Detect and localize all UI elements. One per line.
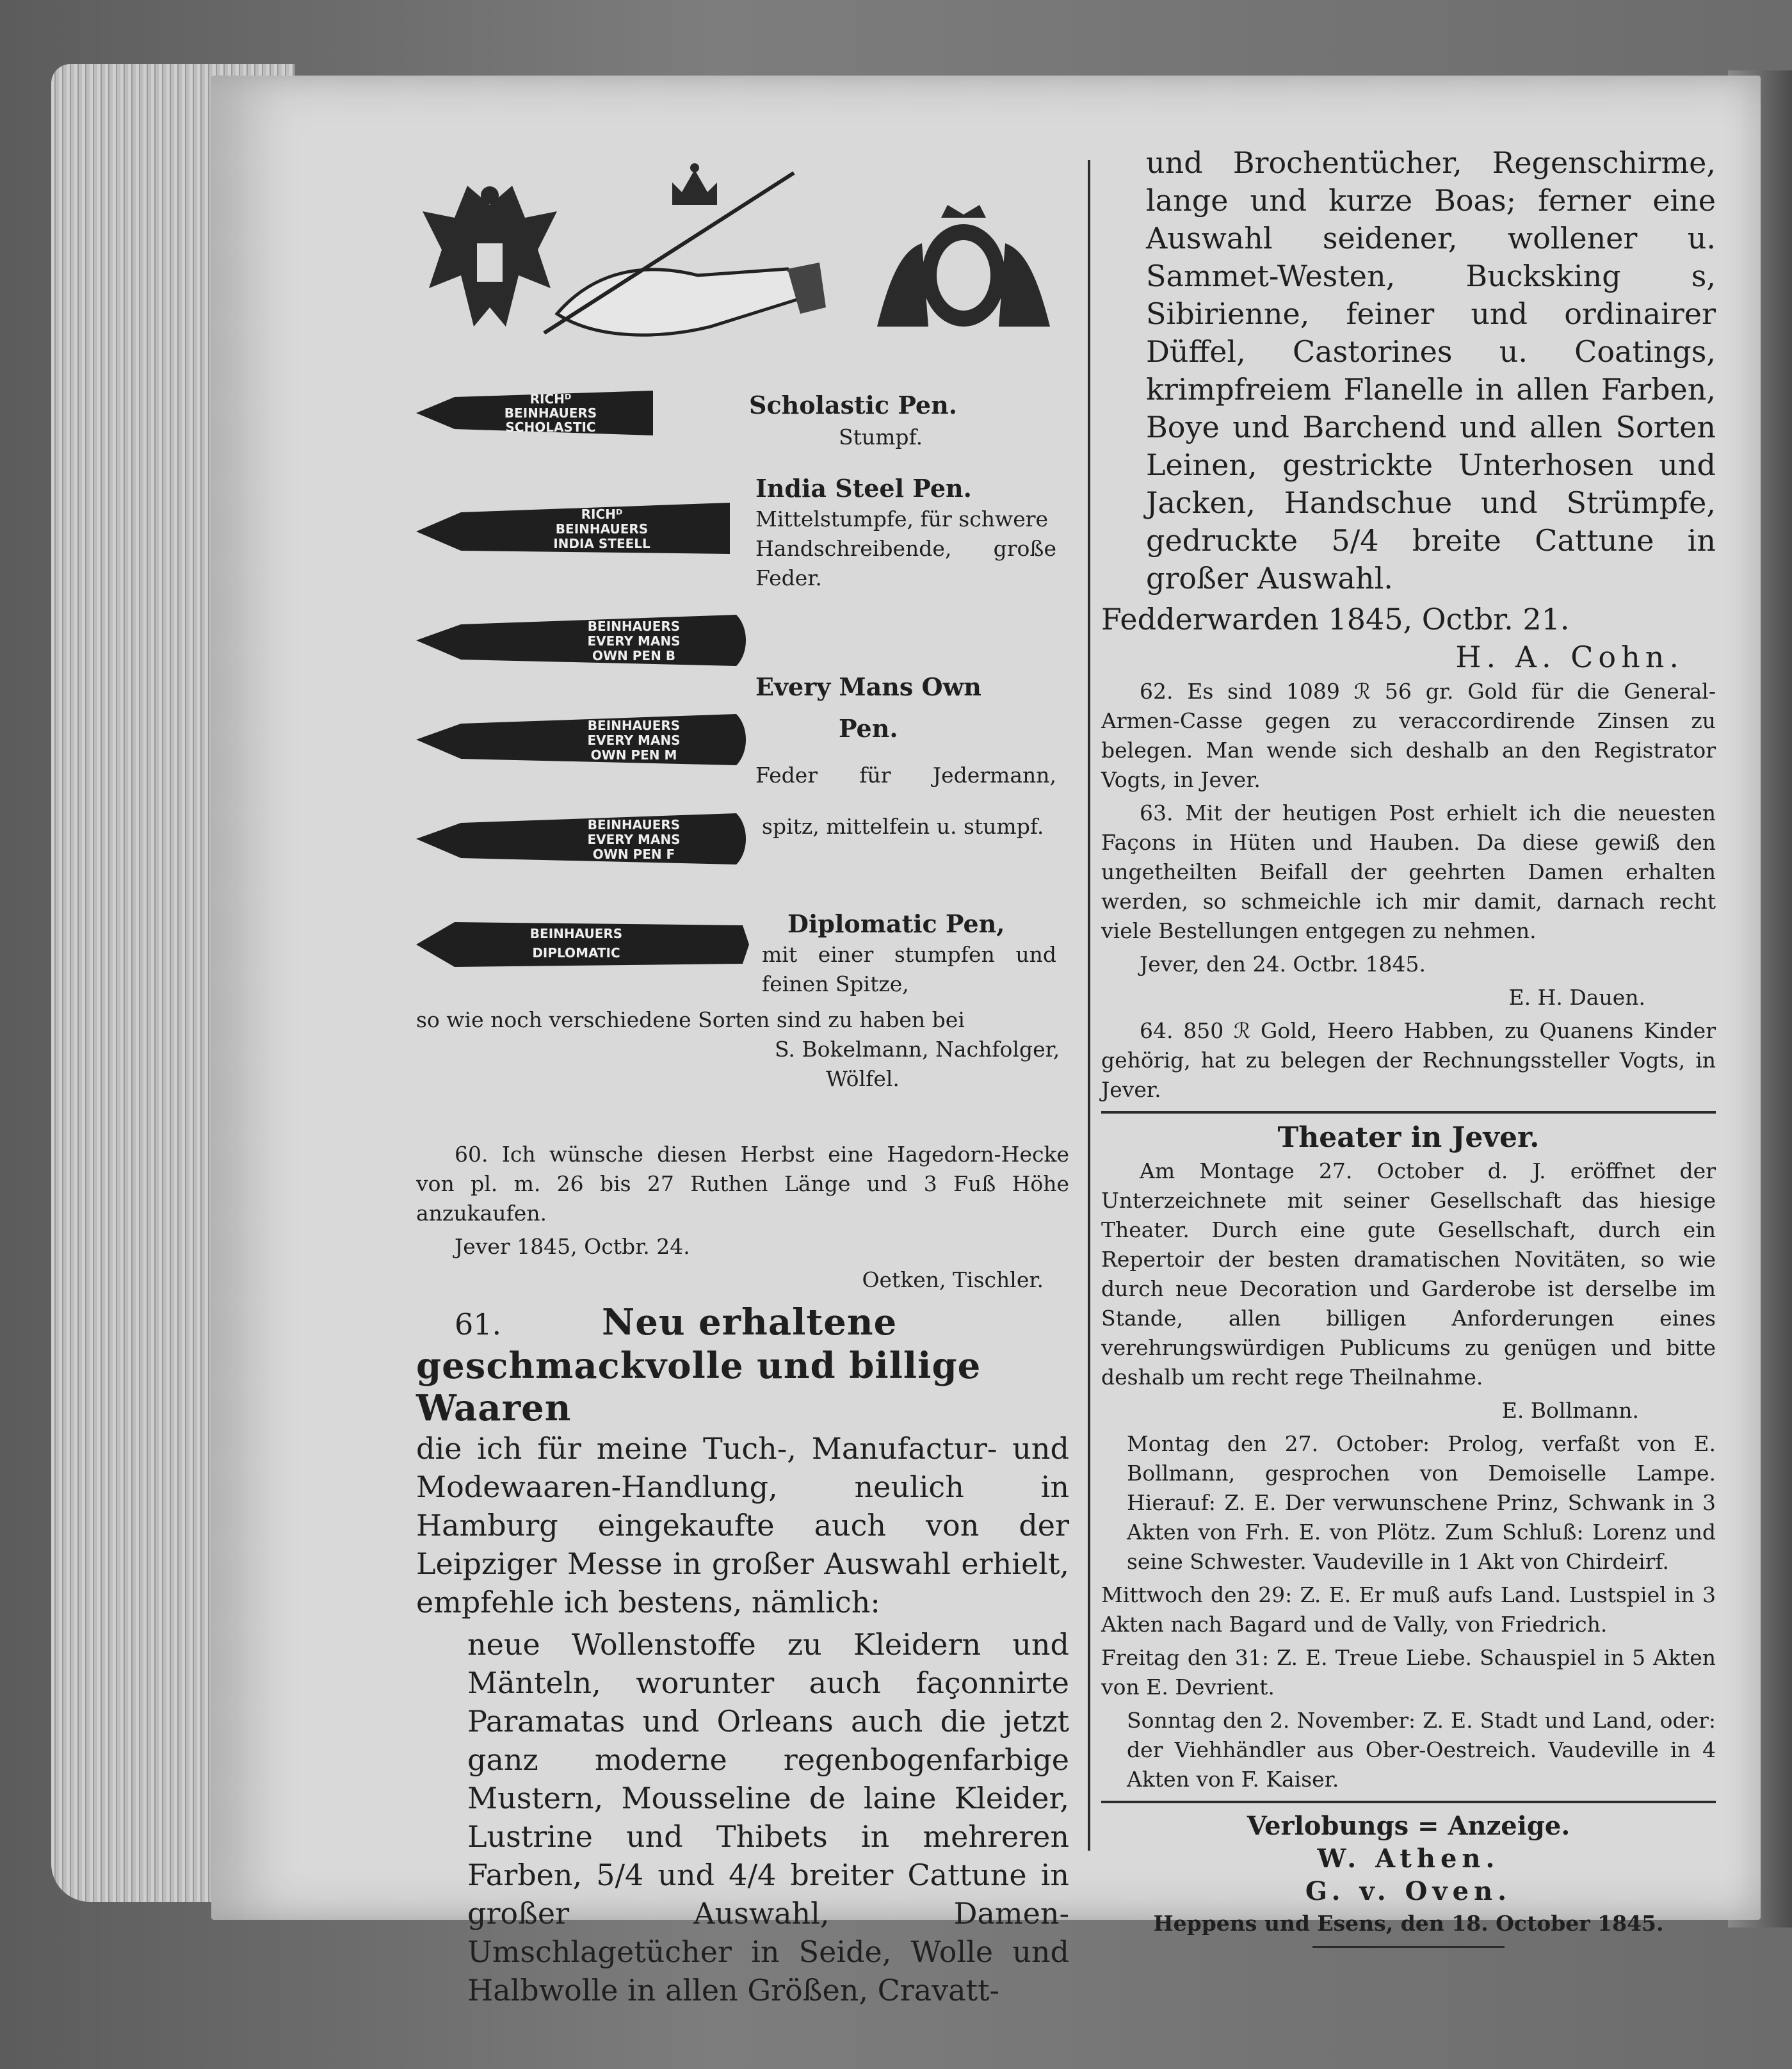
nib-label: EVERY MANS — [587, 733, 681, 748]
engagement-place-date: Heppens und Esens, den 18. October 1845. — [1153, 1911, 1664, 1936]
nib-label: BEINHAUERS — [529, 926, 623, 941]
ad-61-heading-row — [416, 1301, 1069, 1345]
pen-footer-seller: Wölfel. — [826, 1066, 900, 1091]
nib-label: BEINHAUERS — [587, 817, 681, 832]
nib-label: BEINHAUERS — [587, 619, 681, 634]
closing-rule — [1312, 1946, 1505, 1948]
theater-intro: Am Montage 27. October d. J. eröffnet der Unterzeichnete mit seiner Gesellschaft das hiesige Theater. Durch eine gute Gesellschaft, durch ein Repertoir der besten dramatischen Novitäten, so wie durch neue Decoration und Garderobe ist derselbe im Stande, allen billigen Anforderungen eines verehrungswürdigen Publicums zu genügen und bitte deshalb um recht rege Theilnahme. — [1101, 1158, 1716, 1390]
right-column — [1101, 144, 1716, 1948]
ad-61-continuation: und Brochentücher, Regenschirme, lange und kurze Boas; ferner eine Auswahl seidener, wollener u. Sammet-Westen, Bucksking s, Sibirienne, feiner und ordinairer Düffel, Castorines u. Coatings, krimpfreiem Flanelle in allen Farben, Boye und Barchend und allen Sorten Leinen, gestrickte Unterhosen und Jacken, Handschue und Strümpfe, gedruckte 5/4 breite Cattune in großer Auswahl. — [1146, 145, 1716, 596]
engagement-name: G. v. Oven. — [1305, 1876, 1512, 1906]
theater-program-item: Mittwoch den 29: Z. E. Er muß aufs Land. Lustspiel in 3 Akten nach Bagard und de Vally, von Friedrich. — [1101, 1582, 1716, 1637]
pen-desc: mit einer stumpfen und — [762, 942, 1056, 967]
section-rule — [1101, 1801, 1716, 1803]
pen-nib-image — [416, 708, 749, 772]
pen-footer-line: so wie noch verschiedene Sorten sind zu haben bei — [416, 1007, 965, 1032]
pen-nib-image — [416, 384, 659, 442]
ad-63-signature: E. H. Dauen. — [1508, 985, 1645, 1010]
ad-61-date: Fedderwarden 1845, Octbr. 21. — [1101, 602, 1570, 637]
engagement-name: W. Athen. — [1317, 1844, 1500, 1874]
nib-label: OWN PEN B — [592, 648, 676, 663]
pen-nib-image — [416, 608, 749, 672]
ad-62-text: 62. Es sind 1089 ℛ 56 gr. Gold für die General-Armen-Casse gegen zu veraccordirende Zinsen zu belegen. Man wende sich deshalb an den Registrator Vogts, in Jever. — [1101, 679, 1716, 792]
theater-program-item: Montag den 27. October: Prolog, verfaßt von E. Bollmann, gesprochen von Demoiselle Lampe. Hierauf: Z. E. Der verwunschene Prinz, Schwank in 3 Akten von Frh. E. von Plötz. Zum Schluß: Lorenz und seine Schwester. Vaudeville in 1 Akt von Chirdeirf. — [1127, 1431, 1716, 1574]
nib-label: EVERY MANS — [587, 832, 681, 847]
nib-label: BEINHAUERS — [587, 718, 681, 733]
ad-64-text: 64. 850 ℛ Gold, Heero Habben, zu Quanens Kinder gehörig, hat zu belegen der Rechnungssteller Vogts, in Jever. — [1101, 1018, 1716, 1102]
pen-footer-seller: S. Bokelmann, Nachfolger, — [775, 1037, 1060, 1062]
theater-program-item: Sonntag den 2. November: Z. E. Stadt und Land, oder: der Viehhändler aus Ober-Oestreich. Vaudeville in 4 Akten von F. Kaiser. — [1127, 1708, 1716, 1792]
ad-60-date: Jever 1845, Octbr. 24. — [455, 1234, 690, 1259]
pen-title: Pen. — [839, 714, 898, 743]
crown-icon — [666, 160, 723, 218]
pen-desc: Feder. — [755, 565, 822, 590]
nib-label: EVERY MANS — [587, 633, 681, 649]
nib-label: SCHOLASTIC — [505, 419, 596, 435]
ad-61-headline-2: geschmackvolle und billige Waaren — [416, 1345, 981, 1429]
left-column — [416, 160, 1069, 2013]
ad-63-text: 63. Mit der heutigen Post erhielt ich die neuesten Façons in Hüten und Hauben. Da diese gewiß den ungetheilten Beifall der geehrten Damen erhalten werden, so schmeichle ich mir damit, darnach recht viele Bestellungen entgegen zu nehmen. — [1101, 800, 1716, 943]
nib-label: INDIA STEELL — [553, 536, 650, 551]
theater-title: Theater in Jever. — [1277, 1121, 1540, 1154]
pen-desc: Stumpf. — [839, 425, 923, 450]
ad-61-goods-list: neue Wollenstoffe zu Kleidern und Mänteln, worunter auch façonnirte Paramatas und Orleans auch die jetzt ganz moderne regenbogenfarbige Mustern, Mousseline de laine Kleider, Lustrine und Thibets in mehreren Farben, 5/4 und 4/4 breiter Cattune in großer Auswahl, Damen-Umschlagetücher in Seide, Wolle und Halbwolle in allen Größen, Cravatt- — [467, 1627, 1069, 2008]
pen-desc: Mittelstumpfe, für schwere — [755, 507, 1049, 531]
nib-label: OWN PEN M — [590, 747, 677, 763]
section-rule — [1101, 1111, 1716, 1114]
ad-60-text: 60. Ich wünsche diesen Herbst eine Hagedorn-Hecke von pl. m. 26 bis 27 Ruthen Länge und 3 Fuß Höhe anzukaufen. — [416, 1142, 1069, 1226]
ad-60-signature: Oetken, Tischler. — [862, 1267, 1044, 1292]
nib-label: OWN PEN F — [592, 847, 675, 862]
pen-desc: Feder für Jedermann, — [755, 763, 1056, 788]
nib-label: RICHᴰ — [529, 391, 572, 407]
nib-label: BEINHAUERS — [504, 405, 597, 421]
nib-label: RICHᴰ — [581, 507, 623, 522]
pen-desc: feinen Spitze, — [762, 971, 909, 996]
pen-title: Scholastic Pen. — [749, 391, 957, 419]
nib-label: DIPLOMATIC — [532, 945, 620, 961]
pen-desc: Handschreibende, große — [755, 536, 1056, 561]
pen-title: India Steel Pen. — [755, 474, 972, 503]
pen-advertisement — [416, 371, 1069, 1127]
pen-title: Diplomatic Pen, — [787, 909, 1005, 938]
theater-program-item: Freitag den 31: Z. E. Treue Liebe. Schauspiel in 5 Akten von E. Devrient. — [1101, 1645, 1716, 1700]
pen-desc: spitz, mittelfein u. stumpf. — [762, 814, 1044, 839]
pen-nib-image — [416, 807, 749, 871]
ad-61-headline: Neu erhaltene — [602, 1301, 898, 1343]
ad-61-intro: die ich für meine Tuch-, Manufactur- und Modewaaren-Handlung, neulich in Hamburg eingekaufte auch von der Leipziger Messe in großer Auswahl erhielt, empfehle ich bestens, nämlich: — [416, 1431, 1069, 1619]
theater-signature: E. Bollmann. — [1501, 1398, 1639, 1423]
pen-title: Every Mans Own — [755, 672, 981, 701]
engagement-title: Verlobungs = Anzeige. — [1247, 1811, 1570, 1841]
pen-nib-image — [416, 913, 755, 977]
ad-63-date: Jever, den 24. Octbr. 1845. — [1140, 952, 1426, 977]
emblem-row — [416, 160, 1069, 371]
nib-label: BEINHAUERS — [555, 521, 649, 537]
ad-61-signature: H. A. Cohn. — [1455, 640, 1684, 674]
pen-nib-image — [416, 496, 736, 560]
coat-of-arms-emblem — [864, 199, 1063, 339]
ad-61-number: 61. — [455, 1307, 502, 1342]
column-divider — [1088, 160, 1090, 1851]
